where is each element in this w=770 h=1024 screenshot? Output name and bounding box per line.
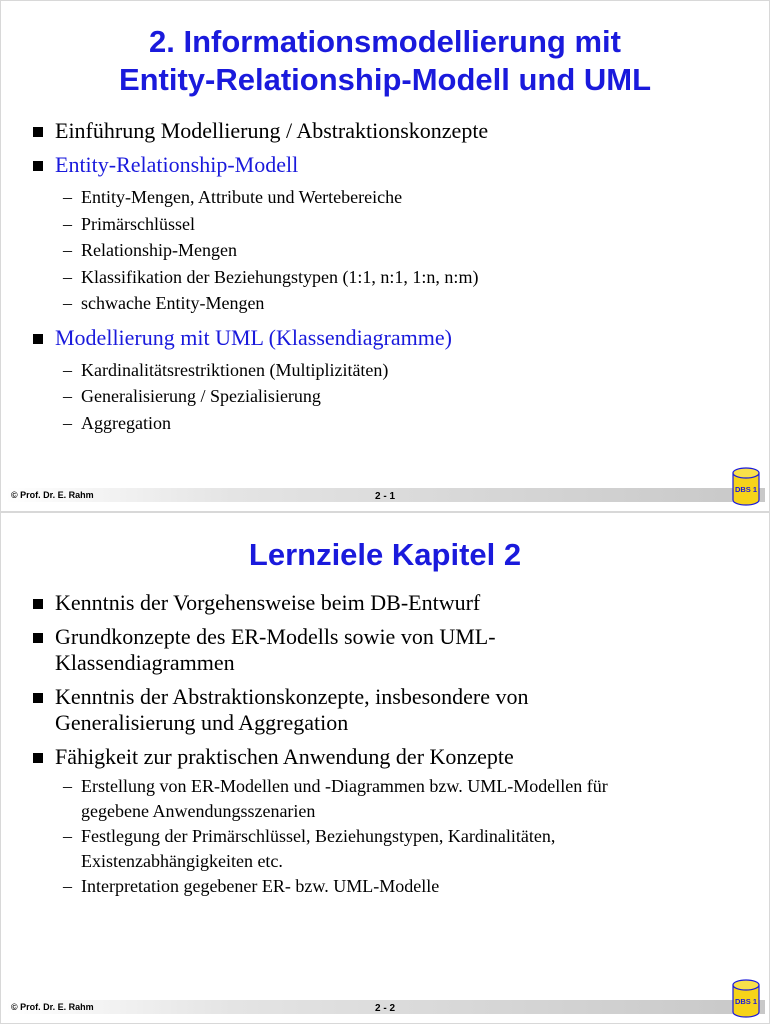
square-bullet-icon: [33, 693, 43, 703]
sub-item-text: Generalisierung / Spezialisierung: [81, 386, 321, 406]
bullet-text: Modellierung mit UML (Klassendiagramme): [55, 324, 452, 350]
sub-item: – Klassifikation der Beziehungstypen (1:1, n:1, 1:n, n:m): [63, 266, 479, 287]
bullet-item: [31, 624, 749, 676]
sub-item-text: Aggregation: [81, 412, 171, 433]
badge-label: DBS 1: [734, 485, 758, 494]
bullet-item: [31, 684, 749, 736]
dbs-database-icon: [731, 979, 761, 1019]
sub-item: – Relationship-Mengen: [63, 240, 237, 260]
bullet-text: Entity-Relationship-Modell: [55, 152, 299, 177]
sub-item-text: gegebene Anwendungsszenarien: [81, 801, 316, 821]
bullet-text: Klassendiagrammen: [55, 650, 235, 675]
slide-footer: [5, 1000, 765, 1014]
bullet-text: Fähigkeit zur praktischen Anwendung der Konzepte: [55, 744, 514, 769]
sub-item-text: schwache Entity-Mengen: [81, 293, 265, 313]
bullet-item: [31, 325, 749, 437]
sub-item-text: Primärschlüssel: [81, 213, 195, 234]
sub-item-text: Existenzabhängigkeiten etc.: [81, 851, 283, 871]
footer-page-number: 2 - 2: [375, 1003, 396, 1014]
slide-2: [0, 512, 770, 1024]
dbs-database-icon: [731, 467, 761, 507]
square-bullet-icon: [33, 599, 43, 609]
sub-list: [55, 357, 749, 437]
sub-item: – schwache Entity-Mengen: [63, 293, 265, 313]
title-line: 2. Informationsmodellierung mit: [149, 24, 621, 59]
bullet-text: Einführung Modellierung / Abstraktionskonzepte: [55, 118, 489, 143]
sub-item: – Generalisierung / Spezialisierung: [63, 386, 321, 406]
sub-item-text: Klassifikation der Beziehungstypen (1:1, n:1, 1:n, n:m): [81, 266, 479, 287]
square-bullet-icon: [33, 633, 43, 643]
sub-list: [55, 184, 749, 317]
sub-item-text: Kardinalitätsrestriktionen (Multiplizitäten): [81, 359, 389, 380]
badge-label: DBS 1: [734, 997, 758, 1006]
bullet-text: Kenntnis der Vorgehensweise beim DB-Entwurf: [55, 590, 481, 615]
bullet-text: Generalisierung und Aggregation: [55, 710, 349, 735]
footer-author: © Prof. Dr. E. Rahm: [11, 490, 94, 500]
sub-item-text: Interpretation gegebener ER- bzw. UML-Modelle: [81, 876, 440, 896]
title-line: Lernziele Kapitel 2: [248, 537, 522, 572]
footer-page-number: 2 - 1: [375, 491, 396, 502]
sub-item-text: Festlegung der Primärschlüssel, Beziehungstypen, Kardinalitäten,: [81, 826, 556, 846]
bullet-item: [31, 118, 749, 144]
bullet-item: [31, 744, 749, 899]
sub-item-text: Erstellung von ER-Modellen und -Diagrammen bzw. UML-Modellen für: [81, 776, 608, 796]
bullet-list: [31, 118, 749, 444]
title-line: Entity-Relationship-Modell und UML: [118, 62, 652, 97]
bullet-list: [31, 590, 749, 907]
bullet-item: [31, 590, 749, 616]
slide-footer: [5, 488, 765, 502]
sub-item: – Interpretation gegebener ER- bzw. UML-Modelle: [55, 874, 749, 899]
bullet-text: Grundkonzepte des ER-Modells sowie von UML-: [55, 624, 496, 649]
slide-title: [1, 536, 769, 574]
square-bullet-icon: [33, 161, 43, 171]
sub-item: – Entity-Mengen, Attribute und Wertebereiche: [63, 187, 403, 207]
square-bullet-icon: [33, 753, 43, 763]
sub-item-text: Relationship-Mengen: [81, 240, 237, 260]
sub-item: – Aggregation: [63, 412, 171, 433]
bullet-text: Kenntnis der Abstraktionskonzepte, insbesondere von: [55, 684, 529, 709]
footer-author: © Prof. Dr. E. Rahm: [11, 1002, 94, 1012]
sub-list: [55, 774, 749, 899]
square-bullet-icon: [33, 334, 43, 344]
bullet-item: [31, 152, 749, 317]
sub-item: – Primärschlüssel: [63, 213, 195, 234]
sub-item: – Festlegung der Primärschlüssel, Beziehungstypen, Kardinalitäten, Existenzabhängigkeiten etc.: [55, 824, 749, 874]
square-bullet-icon: [33, 127, 43, 137]
sub-item: – Kardinalitätsrestriktionen (Multiplizitäten): [63, 359, 389, 380]
sub-item: – Erstellung von ER-Modellen und -Diagrammen bzw. UML-Modellen für gegebene Anwendungsszenarien: [55, 774, 749, 824]
slide-title: [1, 23, 769, 99]
sub-item-text: Entity-Mengen, Attribute und Wertebereiche: [81, 187, 403, 207]
